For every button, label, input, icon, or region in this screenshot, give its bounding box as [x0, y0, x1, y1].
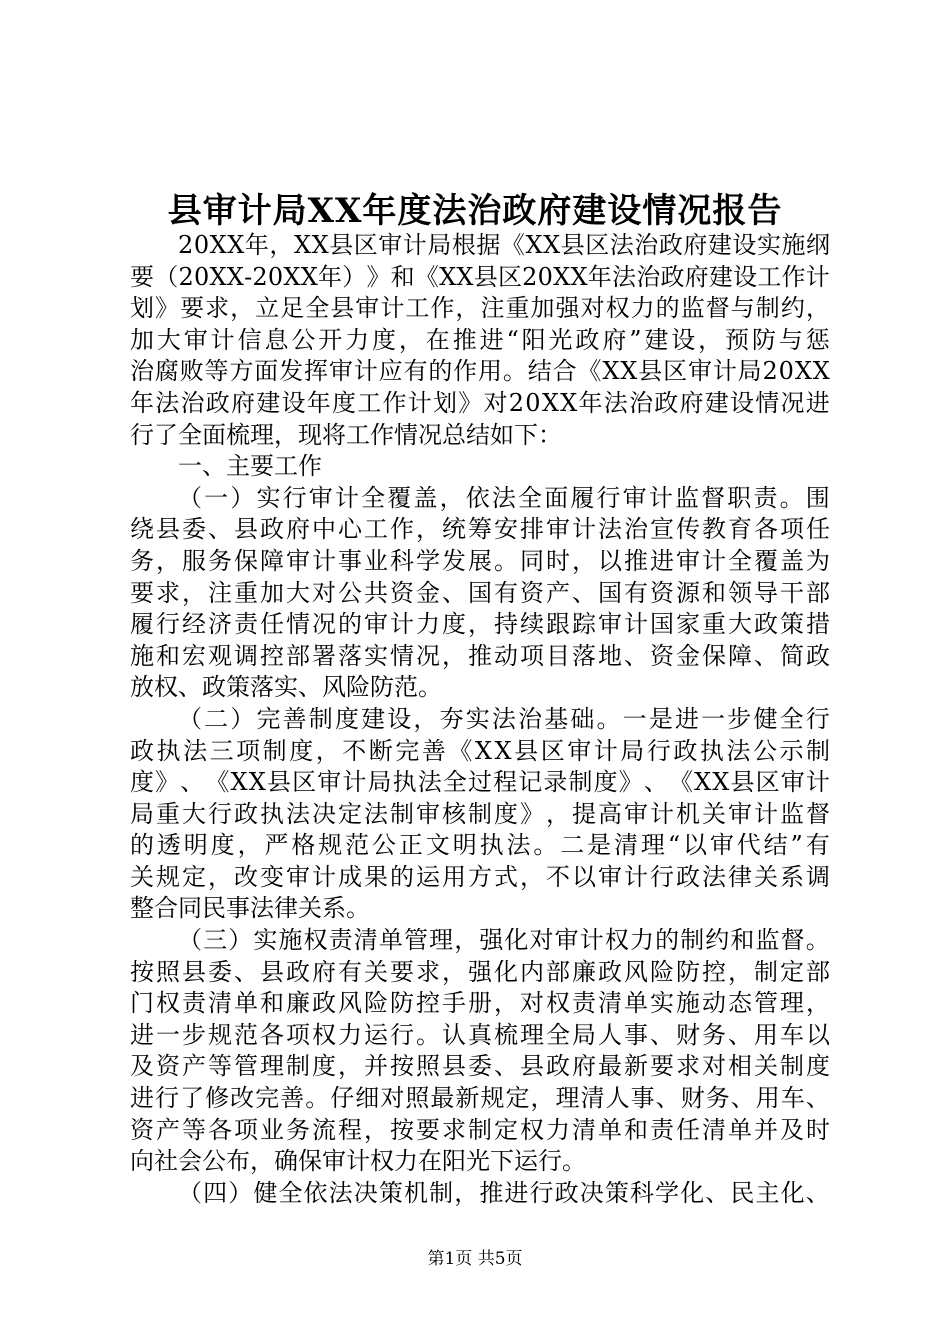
paragraph-line: 门 权 责 清 单 和 廉 政 风 险 防 控 手 册 ， 对 权 责 清 单 实 施 动 态 管 理 ，: [130, 989, 830, 1018]
paragraph-line: （ 四 ） 健 全 依 法 决 策 机 制 ， 推 进 行 政 决 策 科 学 化 、 民 主 化 、: [178, 1178, 830, 1207]
paragraph-line: 资 产 等 各 项 业 务 流 程 ， 按 要 求 制 定 权 力 清 单 和 责 任 清 单 并 及 时: [130, 1115, 830, 1144]
paragraph-line: （ 一 ） 实 行 审 计 全 覆 盖 ， 依 法 全 面 履 行 审 计 监 督 职 责 。 围: [178, 483, 830, 512]
paragraph-line: 进 一 步 规 范 各 项 权 力 运 行 。 认 真 梳 理 全 局 人 事 、 财 务 、 用 车 以: [130, 1020, 830, 1049]
paragraph-line: 治 腐 败 等 方 面 发 挥 审 计 应 有 的 作 用 。 结 合 《 X X 县 区 审 计 局 2 0 X X: [130, 357, 830, 386]
paragraph-line: 绕 县 委 、 县 政 府 中 心 工 作 ， 统 筹 安 排 审 计 法 治 宣 传 教 育 各 项 任: [130, 515, 830, 544]
paragraph-line: 局 重 大 行 政 执 法 决 定 法 制 审 核 制 度 》 ， 提 高 审 计 机 关 审 计 监 督: [130, 799, 830, 828]
document-body: [130, 230, 830, 1209]
paragraph-line: （ 三 ） 实 施 权 责 清 单 管 理 ， 强 化 对 审 计 权 力 的 制 约 和 监 督 。: [178, 926, 830, 955]
paragraph-line: 划 》 要 求 ， 立 足 全 县 审 计 工 作 ， 注 重 加 强 对 权 力 的 监 督 与 制 约 ，: [130, 294, 830, 323]
paragraph-line: （ 二 ） 完 善 制 度 建 设 ， 夯 实 法 治 基 础 。 一 是 进 一 步 健 全 行: [178, 704, 830, 733]
paragraph-line: 度 》 、 《 X X 县 区 审 计 局 执 法 全 过 程 记 录 制 度 》 、 《 X X 县 区 审 计: [130, 768, 830, 797]
page-footer: 第1页 共5页: [427, 1249, 523, 1269]
paragraph-line: 年 法 治 政 府 建 设 年 度 工 作 计 划 》 对 2 0 X X 年 法 治 政 府 建 设 情 况 进: [130, 388, 830, 417]
paragraph-line: 整合同民事法律关系。: [130, 894, 370, 923]
paragraph-line: 放权、政策落实、风险防范。: [130, 673, 442, 702]
paragraph-line: 一、主要工作: [178, 452, 322, 481]
paragraph-line: 关 规 定 ， 改 变 审 计 成 果 的 运 用 方 式 ， 不 以 审 计 行 政 法 律 关 系 调: [130, 862, 830, 891]
paragraph-line: 按 照 县 委 、 县 政 府 有 关 要 求 ， 强 化 内 部 廉 政 风 险 防 控 ， 制 定 部: [130, 957, 830, 986]
paragraph-line: 进 行 了 修 改 完 善 。 仔 细 对 照 最 新 规 定 ， 理 清 人 事 、 财 务 、 用 车 、: [130, 1084, 830, 1113]
document-title: 县审计局XX年度法治政府建设情况报告: [167, 191, 783, 231]
paragraph-line: 加 大 审 计 信 息 公 开 力 度 ， 在 推 进 “ 阳 光 政 府 ” 建 设 ， 预 防 与 惩: [130, 325, 830, 354]
paragraph-line: 及 资 产 等 管 理 制 度 ， 并 按 照 县 委 、 县 政 府 最 新 要 求 对 相 关 制 度: [130, 1052, 830, 1081]
paragraph-line: 要 求 ， 注 重 加 大 对 公 共 资 金 、 国 有 资 产 、 国 有 资 源 和 领 导 干 部: [130, 578, 830, 607]
paragraph-line: 施 和 宏 观 调 控 部 署 落 实 情 况 ， 推 动 项 目 落 地 、 资 金 保 障 、 简 政: [130, 641, 830, 670]
paragraph-line: 履 行 经 济 责 任 情 况 的 审 计 力 度 ， 持 续 跟 踪 审 计 国 家 重 大 政 策 措: [130, 610, 830, 639]
paragraph-line: 要 （ 2 0 X X - 2 0 X X 年 ） 》 和 《 X X 县 区 2 0 X X 年 法 治 政 府 建 设 工 作 计: [130, 262, 830, 291]
paragraph-line: 向社会公布，确保审计权力在阳光下运行。: [130, 1147, 586, 1176]
paragraph-line: 2 0 X X 年 ， X X 县 区 审 计 局 根 据 《 X X 县 区 法 治 政 府 建 设 实 施 纲: [178, 231, 830, 259]
paragraph-line: 行了全面梳理，现将工作情况总结如下：: [130, 420, 562, 449]
paragraph-line: 务 ， 服 务 保 障 审 计 事 业 科 学 发 展 。 同 时 ， 以 推 进 审 计 全 覆 盖 为: [130, 546, 830, 575]
paragraph-line: 政 执 法 三 项 制 度 ， 不 断 完 善 《 X X 县 区 审 计 局 行 政 执 法 公 示 制: [130, 736, 830, 765]
paragraph-line: 的 透 明 度 ， 严 格 规 范 公 正 文 明 执 法 。 二 是 清 理 “ 以 审 代 结 ” 有: [130, 831, 830, 860]
